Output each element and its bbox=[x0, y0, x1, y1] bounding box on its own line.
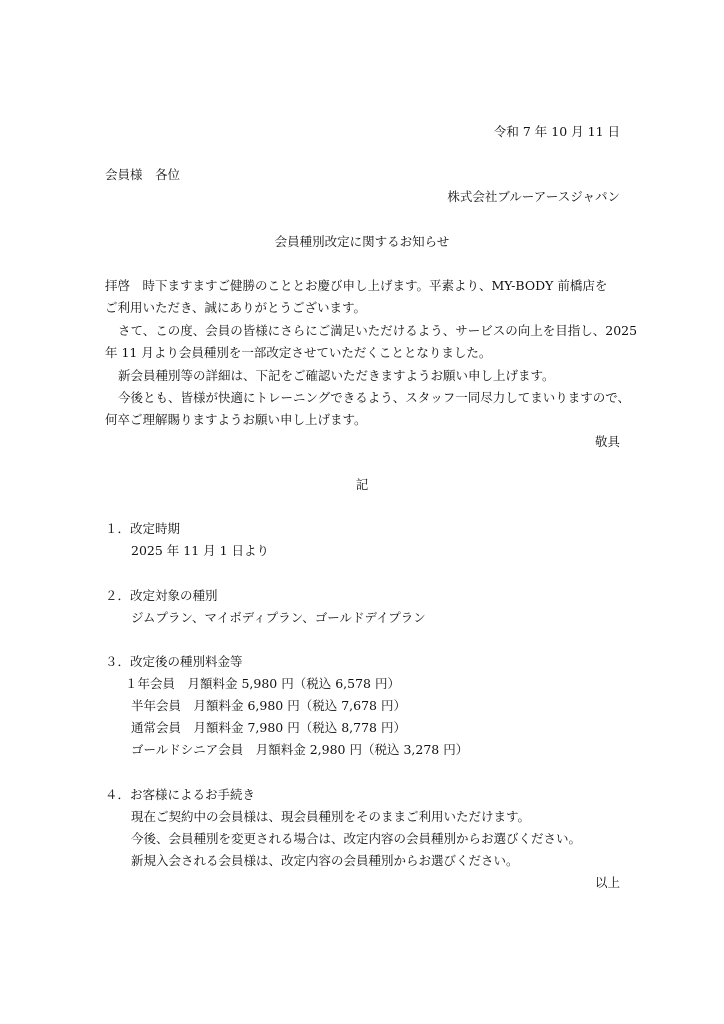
section-heading: ４．お客様によるお手続き bbox=[105, 787, 256, 802]
body-line: 年 11 月より会員種別を一部改定させていただくこととなりました。 bbox=[105, 345, 492, 360]
body-line: 拝啓 時下ますますご健勝のこととお慶び申し上げます。平素より、MY-BODY 前橋店を bbox=[105, 278, 608, 293]
fee-line: ゴールドシニア会員 月額料金 2,980 円（税込 3,278 円） bbox=[131, 742, 469, 757]
section-heading: ２．改定対象の種別 bbox=[105, 588, 218, 603]
procedure-line: 新規入会される会員様は、改定内容の会員種別からお選びください。 bbox=[131, 853, 519, 868]
closing-keigu: 敬具 bbox=[594, 434, 620, 449]
fee-line: 半年会員 月額料金 6,980 円（税込 7,678 円） bbox=[131, 698, 406, 713]
document-date: 令和 7 年 10 月 11 日 bbox=[493, 124, 620, 139]
end-ijou: 以上 bbox=[594, 875, 620, 890]
procedure-line: 現在ご契約中の会員様は、現会員種別をそのままご利用いただけます。 bbox=[131, 809, 531, 824]
document-title: 会員種別改定に関するお知らせ bbox=[274, 234, 450, 249]
ki-marker: 記 bbox=[355, 477, 369, 492]
section-heading: １．改定時期 bbox=[105, 521, 181, 536]
section-heading: ３．改定後の種別料金等 bbox=[105, 654, 243, 669]
section-line: 2025 年 11 月 1 日より bbox=[131, 543, 270, 558]
section-line: ジムプラン、マイボディプラン、ゴールドデイプラン bbox=[131, 610, 426, 625]
procedure-line: 今後、会員種別を変更される場合は、改定内容の会員種別からお選びください。 bbox=[131, 831, 582, 846]
sender-company: 株式会社ブルーアースジャパン bbox=[447, 189, 620, 204]
body-line: 何卒ご理解賜りますようお願い申し上げます。 bbox=[105, 412, 367, 427]
body-line: 新会員種別等の詳細は、下記をご確認いただきますようお願い申し上げます。 bbox=[118, 368, 555, 383]
fee-line: 通常会員 月額料金 7,980 円（税込 8,778 円） bbox=[131, 720, 406, 735]
body-line: ご利用いただき、誠にありがとうございます。 bbox=[105, 300, 367, 315]
recipient: 会員様 各位 bbox=[105, 167, 181, 182]
fee-line: １年会員 月額料金 5,980 円（税込 6,578 円） bbox=[125, 676, 400, 691]
body-line: 今後とも、皆様が快適にトレーニングできるよう、スタッフ一同尽力してまいりますので、 bbox=[118, 390, 631, 405]
body-line: さて、この度、会員の皆様にさらにご満足いただけるよう、サービスの向上を目指し、2025 bbox=[118, 323, 638, 338]
